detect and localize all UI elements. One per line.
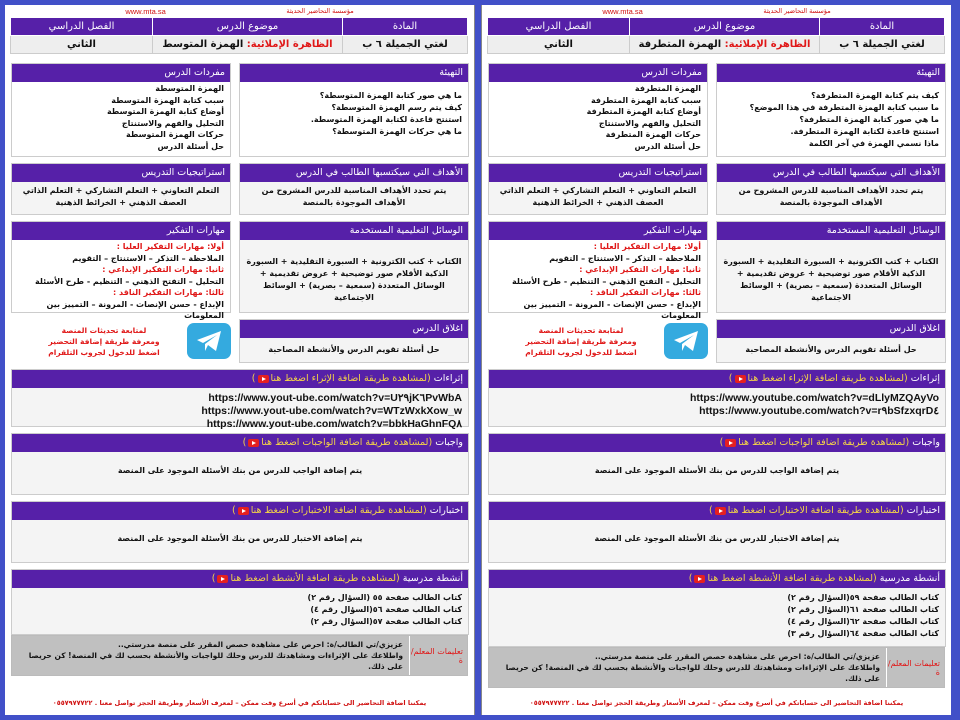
goals-text: يتم تحدد الأهداف المناسبة للدرس المشروح من الأهداف الموجودة بالمنصة: [261, 186, 447, 207]
homework-title: واجبات: [435, 437, 463, 448]
goals-section: [239, 163, 469, 215]
list-item: كيف يتم كتابة الهمزة المتطرفة؟: [811, 91, 939, 100]
tools-text: الكتاب + كتب الكترونية + السبورة التقليدية + السبورة الذكية الأقلام صور توضيحية + عروض تقديمية + الوسائل المتعددة (سمعية – بصرية) + الوسائط الاجتماعية: [723, 257, 939, 302]
telegram-text[interactable]: [21, 325, 187, 358]
homework-hint[interactable]: (لمشاهدة طريقة اضافة الواجبات اضغط هنا: [738, 437, 910, 448]
youtube-icon[interactable]: [248, 439, 259, 447]
meta-header-topic: موضوع الدرس: [153, 18, 343, 36]
homework-hint[interactable]: (لمشاهدة طريقة اضافة الواجبات اضغط هنا: [261, 437, 433, 448]
activities-header[interactable]: [12, 570, 468, 588]
youtube-icon[interactable]: [715, 507, 726, 515]
list-item: الهمزة المتطرفة: [634, 84, 701, 93]
activities-list: [12, 588, 468, 631]
tests-text: يتم إضافة الاختبار للدرس من بنك الأسئلة الموجود على المنصة: [117, 534, 363, 543]
tests-header[interactable]: [12, 502, 468, 520]
strategies-section: [11, 163, 231, 215]
tests-header[interactable]: [489, 502, 945, 520]
list-item: واطلاعك على الإثراءات ومشاهدتك للدرس وحلك للواجبات والأنشطة بحسب لك في المنصة! كن حريصا على ذلك.: [28, 651, 403, 671]
youtube-icon[interactable]: [694, 575, 705, 583]
tools-title: الوسائل التعليمية المستخدمة: [717, 222, 945, 240]
list-item: ومعرفة طريقة إضافة التحضير: [525, 336, 637, 346]
meta-header-semester: الفصل الدراسي: [11, 18, 153, 36]
lesson-meta-table: [10, 17, 468, 54]
thinking-title: مهارات التفكير: [12, 222, 230, 240]
list-item: التحليل – التفتح الذهني – التنظيم - طرح الأسئلة: [35, 276, 224, 286]
site-header: [5, 5, 474, 17]
vocab-section: [488, 63, 708, 157]
thinking-list: [12, 240, 230, 325]
tools-text: الكتاب + كتب الكترونية + السبورة التقليدية + السبورة الذكية الأقلام صور توضيحية + عروض تقديمية + الوسائل المتعددة (سمعية – بصرية) + الوسائط الاجتماعية: [246, 257, 462, 302]
list-item: ومعرفة طريقة إضافة التحضير: [48, 336, 160, 346]
list-item: ثالثا: مهارات التفكير الناقد :: [113, 288, 224, 297]
intro-list: [240, 82, 468, 141]
meta-header-semester: الفصل الدراسي: [488, 18, 630, 36]
list-item: التحليل والفهم والاستنتاج: [598, 118, 701, 128]
list-item: الملاحظة – التذكر – الاستنتاج – التقويم: [549, 253, 701, 263]
list-item: كيف يتم رسم الهمزة المتوسطة؟: [331, 103, 462, 112]
list-item: أوضاع كتابة الهمزة المتطرفة: [586, 107, 701, 116]
meta-header-subject: المادة: [820, 18, 945, 36]
activities-hint[interactable]: (لمشاهدة طريقة اضافة الأنشطة اضغط هنا: [707, 573, 877, 584]
closing-title: اغلاق الدرس: [717, 320, 945, 338]
list-item: استنتج قاعدة لكتابة الهمزة المتطرفة.: [790, 127, 939, 136]
list-item: ما هي حركات الهمزة المتوسطة؟: [332, 127, 462, 136]
homework-header[interactable]: [489, 434, 945, 452]
activities-header[interactable]: [489, 570, 945, 588]
list-item: سبب كتابة الهمزة المتطرفة: [590, 95, 701, 105]
youtube-icon[interactable]: [725, 439, 736, 447]
strategies-title: استراتيجيات التدريس: [489, 164, 707, 182]
homework-section: [11, 433, 469, 495]
site-url[interactable]: www.mta.sa: [125, 6, 166, 16]
closing-text: حل أسئلة تقويم الدرس والأنشطة المصاحبة: [745, 345, 917, 354]
enrichment-link[interactable]: https://www.youtube.com/watch?v=r٩bSfzxqrD٤: [699, 405, 939, 417]
goals-section: [716, 163, 946, 215]
youtube-icon[interactable]: [735, 375, 746, 383]
list-item: كتاب الطالب صفحة ٥٥ (السؤال رقم ٢): [307, 593, 462, 602]
vocab-list: [12, 82, 230, 155]
teacher-notes-text: [489, 648, 886, 687]
enrichment-links[interactable]: [489, 388, 945, 422]
site-url[interactable]: www.mta.sa: [602, 6, 643, 16]
intro-section: [716, 63, 946, 157]
list-item: حل أسئلة الدرس: [157, 141, 224, 151]
vocab-title: مفردات الدرس: [489, 64, 707, 82]
list-item: عزيزي/تي الطالب/ة: احرص على مشاهدة حصص المقرر على منصة مدرستي..: [117, 640, 403, 649]
footer-contact: يمكننا اضافة التحاضير الى حساباتكم في أسرع وقت ممكن – لمعرف الأسعار وطريقة الحجز تواصل معنا . ٠٥٥٧٩٧٧٧٢٢: [529, 699, 904, 707]
list-item: الإبداع - حسن الإنصات - المرونة – التمييز بين المعلومات: [46, 299, 224, 320]
vocab-list: [489, 82, 707, 155]
teacher-notes-label: تعليمات المعلم/ة: [409, 636, 467, 675]
activities-section: [488, 569, 946, 647]
tests-section: [488, 501, 946, 563]
intro-title: التهيئة: [717, 64, 945, 82]
homework-text: يتم إضافة الواجب للدرس من بنك الأسئلة الموجود على المنصة: [594, 466, 840, 475]
homework-section: [488, 433, 946, 495]
teacher-notes-text: [12, 636, 409, 675]
list-item: الهمزة المتوسطة: [155, 84, 224, 93]
tests-hint[interactable]: (لمشاهدة طريقة اضافة الاختبارات اضغط هنا: [727, 505, 904, 516]
list-item: كتاب الطالب صفحة ٦٤(السؤال رقم ٣): [787, 629, 939, 638]
enrichment-section: [488, 369, 946, 427]
telegram-promo[interactable]: [21, 319, 231, 363]
strategies-title: استراتيجيات التدريس: [12, 164, 230, 182]
list-item: التحليل والفهم والاستنتاج: [121, 118, 224, 128]
activities-section: [11, 569, 469, 635]
enrichment-link[interactable]: https://www.youtube.com/watch?v=dLlyMZQAyVo: [689, 392, 939, 404]
meta-semester: الثاني: [488, 36, 630, 54]
hint-close-paren: ): [728, 373, 733, 384]
lesson-page-middle-hamza: [5, 5, 475, 715]
lesson-page-final-hamza: [481, 5, 951, 715]
hint-close-paren: ): [719, 437, 724, 448]
list-item: كتاب الطالب صفحة ٦٢(السؤال رقم ٤): [787, 617, 939, 626]
list-item: حركات الهمزة المتوسطة: [126, 130, 224, 139]
list-item: كتاب الطالب صفحة ٥٩(السؤال رقم ٢): [787, 593, 939, 602]
tests-title: اختبارات: [429, 505, 463, 516]
hint-close-paren: ): [211, 573, 216, 584]
meta-semester: الثاني: [11, 36, 153, 54]
meta-subject: لغتي الجميلة ٦ ب: [820, 36, 945, 54]
enrichment-link[interactable]: https://www.yout-ube.com/watch?v=U٢٩jK٦PvWbA: [208, 392, 462, 404]
youtube-icon[interactable]: [258, 375, 269, 383]
enrichment-title: إثراءات: [910, 373, 940, 384]
teacher-notes: [11, 635, 468, 676]
enrichment-title: إثراءات: [433, 373, 463, 384]
homework-text: يتم إضافة الواجب للدرس من بنك الأسئلة الموجود على المنصة: [117, 466, 363, 475]
enrichment-links[interactable]: [12, 388, 468, 435]
closing-section: [239, 319, 469, 363]
enrichment-hint[interactable]: (لمشاهدة طريقة اضافة الإثراء اضغط هنا: [270, 373, 431, 384]
meta-topic-value: الهمزة المتوسط: [162, 39, 247, 50]
activities-hint[interactable]: (لمشاهدة طريقة اضافة الأنشطة اضغط هنا: [230, 573, 400, 584]
closing-section: [716, 319, 946, 363]
meta-topic: [630, 36, 820, 54]
list-item: ماذا نسمي الهمزة في آخر الكلمة: [808, 139, 939, 148]
strategies-section: [488, 163, 708, 215]
tools-title: الوسائل التعليمية المستخدمة: [240, 222, 468, 240]
intro-section: [239, 63, 469, 157]
teacher-notes-label: تعليمات المعلم/ة: [886, 648, 944, 687]
meta-topic-prefix: الظاهرة الإملائية:: [724, 39, 811, 50]
goals-title: الأهداف التي سيكتسبها الطالب في الدرس: [240, 164, 468, 182]
list-item: أولا: مهارات التفكير العليا :: [593, 242, 701, 251]
list-item: استنتج قاعدة لكتابة الهمزة المتوسطة.: [310, 115, 462, 124]
intro-list: [717, 82, 945, 153]
list-item: ما سبب كتابة الهمزة المتطرفة في هذا الموضع؟: [749, 103, 939, 112]
site-header: [482, 5, 951, 17]
telegram-icon[interactable]: [187, 323, 231, 359]
vocab-title: مفردات الدرس: [12, 64, 230, 82]
vocab-section: [11, 63, 231, 157]
list-item: ثانيا: مهارات التفكير الإبداعي :: [579, 265, 701, 274]
activities-list: [489, 588, 945, 643]
list-item: كتاب الطالب صفحة ٦١(السؤال رقم ٢): [787, 605, 939, 614]
closing-title: اغلاق الدرس: [240, 320, 468, 338]
telegram-promo[interactable]: [498, 319, 708, 363]
closing-text: حل أسئلة تقويم الدرس والأنشطة المصاحبة: [268, 345, 440, 354]
tools-section: [239, 221, 469, 313]
enrichment-header[interactable]: [489, 370, 945, 388]
telegram-icon[interactable]: [664, 323, 708, 359]
enrichment-section: [11, 369, 469, 430]
lesson-meta-table: [487, 17, 945, 54]
hint-close-paren: ): [242, 437, 247, 448]
hint-close-paren: ): [709, 505, 713, 516]
enrichment-link[interactable]: https://www.yout-ube.com/watch?v=bbkHaGhnFQ٨: [206, 418, 462, 430]
site-name: مؤسسة التحاضير الحديثة: [763, 7, 831, 15]
footer-contact: يمكننا اضافة التحاضير الى حساباتكم في أسرع وقت ممكن – لمعرف الأسعار وطريقة الحجز تواصل معنا . ٠٥٥٧٩٧٧٧٢٢: [52, 699, 427, 707]
enrichment-link[interactable]: https://www.yout-ube.com/watch?v=WTzWxkXow_w: [201, 405, 462, 417]
list-item: عزيزي/تي الطالب/ة: احرص على مشاهدة حصص المقرر على منصة مدرستي..: [594, 652, 880, 661]
telegram-text[interactable]: [498, 325, 664, 358]
hint-close-paren: ): [688, 573, 693, 584]
list-item: واطلاعك على الإثراءات ومشاهدتك للدرس وحلك للواجبات والأنشطة بحسب لك في المنصة! كن حريصا على ذلك.: [505, 663, 880, 683]
tests-text: يتم إضافة الاختبار للدرس من بنك الأسئلة الموجود على المنصة: [594, 534, 840, 543]
meta-subject: لغتي الجميلة ٦ ب: [343, 36, 468, 54]
tests-title: اختبارات: [906, 505, 940, 516]
teacher-notes: [488, 647, 945, 688]
strategies-text: التعلم التعاوني + التعلم التشاركي + التعلم الذاتي العصف الذهني + الخرائط الذهنية: [22, 186, 220, 207]
meta-header-topic: موضوع الدرس: [630, 18, 820, 36]
enrichment-hint[interactable]: (لمشاهدة طريقة اضافة الإثراء اضغط هنا: [747, 373, 908, 384]
youtube-icon[interactable]: [238, 507, 249, 515]
strategies-text: التعلم التعاوني + التعلم التشاركي + التعلم الذاتي العصف الذهني + الخرائط الذهنية: [499, 186, 697, 207]
list-item: الإبداع - حسن الإنصات - المرونة – التمييز بين المعلومات: [523, 299, 701, 320]
list-item: حركات الهمزة المتطرفة: [605, 130, 701, 139]
list-item: ما هي صور كتابة الهمزة المتوسطة؟: [319, 91, 462, 100]
list-item: ما هي صور كتابة الهمزة المتطرفة؟: [799, 115, 939, 124]
lesson-grid: [11, 63, 469, 663]
list-item: أولا: مهارات التفكير العليا :: [116, 242, 224, 251]
thinking-section: [11, 221, 231, 320]
list-item: اضغط للدخول لجروب التلقرام: [48, 347, 160, 357]
list-item: اضغط للدخول لجروب التلقرام: [525, 347, 637, 357]
list-item: سبب كتابة الهمزة المتوسطة: [111, 95, 224, 105]
list-item: كتاب الطالب صفحة ٥٧(السؤال رقم ٢): [310, 617, 462, 626]
homework-title: واجبات: [912, 437, 940, 448]
activities-title: أنشطة مدرسية: [402, 573, 463, 584]
activities-title: أنشطة مدرسية: [879, 573, 940, 584]
youtube-icon[interactable]: [217, 575, 228, 583]
list-item: لمتابعة تحديثات المنصة: [61, 325, 147, 335]
meta-topic-prefix: الظاهرة الإملائية:: [246, 39, 333, 50]
homework-header[interactable]: [12, 434, 468, 452]
list-item: ثانيا: مهارات التفكير الإبداعي :: [102, 265, 224, 274]
meta-header-subject: المادة: [343, 18, 468, 36]
list-item: أوضاع كتابة الهمزة المتوسطة: [106, 107, 224, 116]
tests-section: [11, 501, 469, 563]
enrichment-header[interactable]: [12, 370, 468, 388]
list-item: لمتابعة تحديثات المنصة: [538, 325, 624, 335]
list-item: التحليل – التفتح الذهني – التنظيم - طرح الأسئلة: [512, 276, 701, 286]
list-item: كتاب الطالب صفحة ٥٦(السؤال رقم ٤): [310, 605, 462, 614]
goals-text: يتم تحدد الأهداف المناسبة للدرس المشروح من الأهداف الموجودة بالمنصة: [738, 186, 924, 207]
thinking-list: [489, 240, 707, 325]
list-item: الملاحظة – التذكر – الاستنتاج – التقويم: [72, 253, 224, 263]
hint-close-paren: ): [232, 505, 236, 516]
meta-topic: [153, 36, 343, 54]
list-item: ثالثا: مهارات التفكير الناقد :: [590, 288, 701, 297]
lesson-grid: [488, 63, 946, 663]
goals-title: الأهداف التي سيكتسبها الطالب في الدرس: [717, 164, 945, 182]
list-item: حل أسئلة الدرس: [634, 141, 701, 151]
intro-title: التهيئة: [240, 64, 468, 82]
tests-hint[interactable]: (لمشاهدة طريقة اضافة الاختبارات اضغط هنا: [250, 505, 427, 516]
thinking-section: [488, 221, 708, 320]
site-name: مؤسسة التحاضير الحديثة: [286, 7, 354, 15]
meta-topic-value: الهمزة المتطرفة: [638, 39, 725, 50]
thinking-title: مهارات التفكير: [489, 222, 707, 240]
tools-section: [716, 221, 946, 313]
hint-close-paren: ): [251, 373, 256, 384]
